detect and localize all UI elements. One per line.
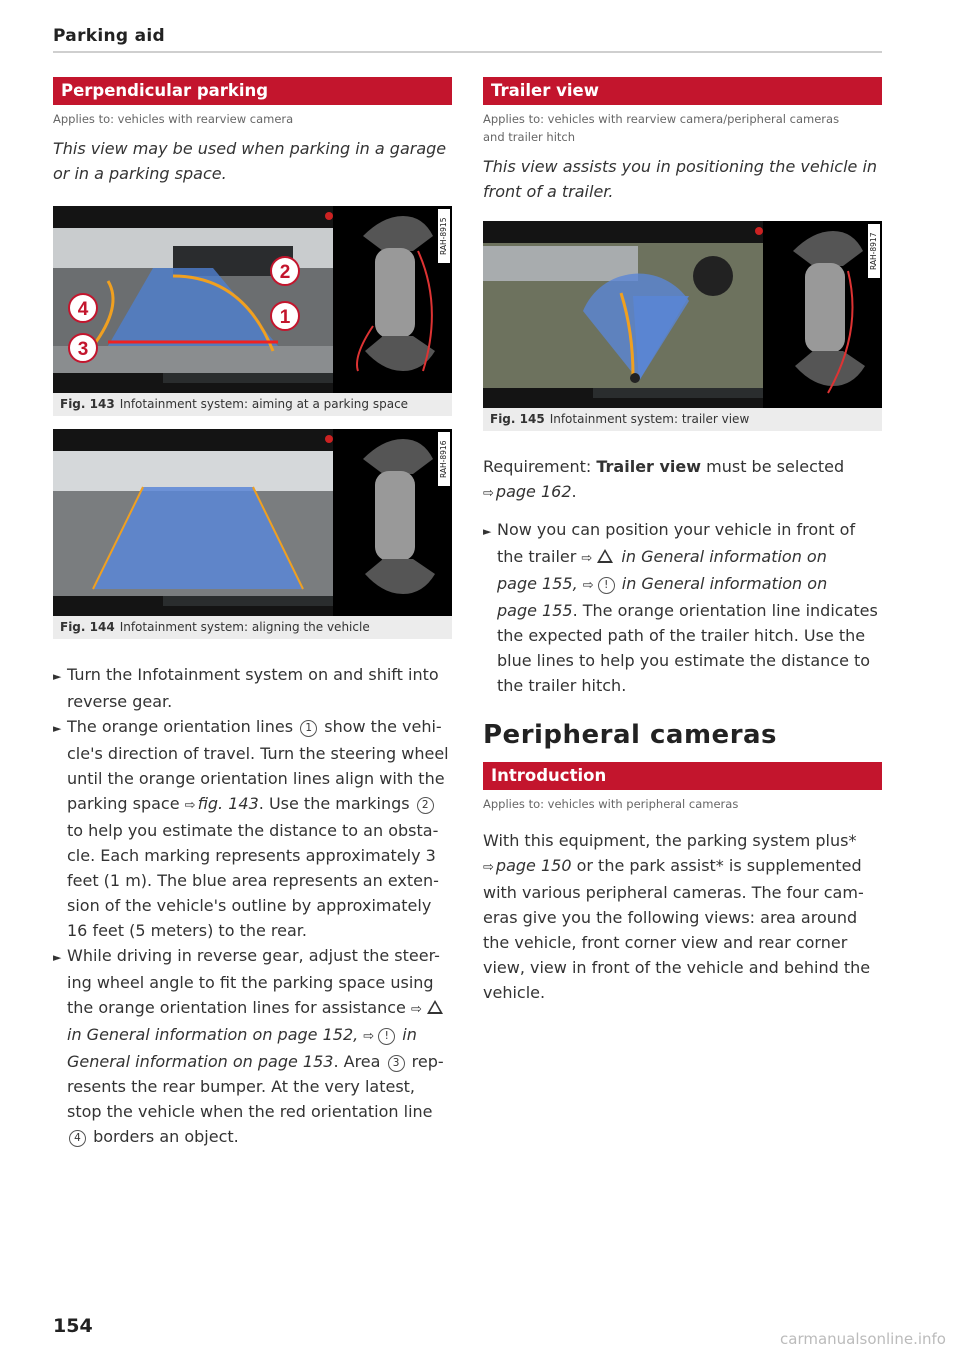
bullet-icon: ► (53, 951, 62, 964)
cross-reference-text: in General information on (616, 547, 827, 566)
reference-arrow-icon: ⇨ (184, 798, 196, 813)
requirement-text (483, 454, 882, 506)
callout-2 (271, 257, 299, 285)
text-run: With this equipment, the parking system plus* (483, 831, 857, 850)
camera-image-trailer (483, 221, 882, 408)
text-run: eras give you the following views: area around (483, 908, 858, 927)
watermark: carmanualsonline.info (780, 1330, 946, 1348)
cross-reference-text: page 155 (497, 601, 573, 620)
trailer-camera-illustration (483, 221, 882, 408)
text-run: Requirement: (483, 457, 597, 476)
text-run: . The orange orientation line indicates (572, 601, 878, 620)
running-header: Parking aid (53, 26, 165, 46)
instruction-step (53, 714, 452, 943)
svg-text:2: 2 (279, 262, 291, 283)
text-run: . Area (333, 1052, 386, 1071)
intro-text (53, 136, 452, 186)
text-run: show the vehi- (319, 717, 442, 736)
text-run: view, view in front of the vehicle and behind the (483, 958, 871, 977)
figure-144 (53, 429, 452, 639)
callout-number-icon: 1 (300, 720, 317, 737)
section-heading-trailer-view: Trailer view (483, 77, 882, 105)
callout-number-icon: 4 (69, 1130, 86, 1147)
callout-number-icon: 3 (388, 1055, 405, 1072)
text-run: to help you estimate the distance to an obsta- (67, 821, 439, 840)
text-run: until the orange orientation lines align with the (67, 769, 445, 788)
note-icon: ! (598, 577, 615, 594)
text-run: . Use the markings (258, 794, 415, 813)
sub-heading-introduction: Introduction (483, 762, 882, 790)
warning-triangle-icon (597, 549, 613, 563)
warning-triangle-icon (427, 1000, 443, 1014)
text-run: ing wheel angle to fit the parking space using (67, 973, 434, 992)
text-run: must be selected (701, 457, 845, 476)
figure-label: Fig. 145 (490, 412, 545, 426)
camera-image-parking-space (53, 206, 452, 393)
text-run: 16 feet (5 meters) to the rear. (67, 921, 307, 940)
bold-term: Trailer view (596, 457, 702, 476)
figure-caption (53, 393, 452, 416)
applies-to: Applies to: vehicles with peripheral cameras (483, 797, 739, 811)
figure-143 (53, 206, 452, 416)
text-run: reverse gear. (67, 692, 173, 711)
figure-caption (483, 408, 882, 431)
left-column (53, 77, 452, 1149)
text-run: vehicle. (483, 983, 546, 1002)
text-run: cle. Each marking represents approximately 3 (67, 846, 436, 865)
intro-line: or in a parking space. (53, 164, 227, 183)
callout-number-icon: 2 (417, 797, 434, 814)
header-divider (53, 51, 882, 53)
intro-line: front of a trailer. (483, 182, 614, 201)
reference-arrow-icon: ⇨ (363, 1029, 375, 1044)
bullet-icon: ► (53, 722, 62, 735)
reference-arrow-icon: ⇨ (581, 551, 593, 566)
intro-line: This view assists you in positioning the vehicle in (483, 157, 878, 176)
image-code: RAH-8915 (438, 209, 450, 263)
applies-line: and trailer hitch (483, 130, 576, 144)
callout-4 (69, 294, 97, 322)
cross-reference-text: General information on page 153 (67, 1052, 334, 1071)
figure-caption (53, 616, 452, 639)
reference-arrow-icon: ⇨ (483, 486, 494, 501)
cross-reference-text: in General information on page 152, (67, 1025, 364, 1044)
text-run: rep- (406, 1052, 444, 1071)
text-run: resents the rear bumper. At the very latest, (67, 1077, 416, 1096)
text-run: the trailer hitch. (497, 676, 627, 695)
figure-label: Fig. 144 (60, 620, 115, 634)
caption-text: Infotainment system: aiming at a parking space (119, 397, 409, 411)
cross-reference-text: page 150 (495, 856, 572, 875)
page-number: 154 (53, 1315, 93, 1337)
callout-1 (271, 302, 299, 330)
text-run: the orange orientation lines for assistance (67, 998, 411, 1017)
intro-line: This view may be used when parking in a garage (53, 139, 447, 158)
caption-text: Infotainment system: trailer view (549, 412, 750, 426)
figure-label: Fig. 143 (60, 397, 115, 411)
body-text (483, 828, 882, 1005)
cross-reference-text: page 162 (495, 482, 572, 501)
figure-145 (483, 221, 882, 431)
instruction-step (53, 662, 452, 714)
text-run: parking space (67, 794, 185, 813)
text-run: While driving in reverse gear, adjust the steer- (67, 946, 440, 965)
svg-text:1: 1 (279, 307, 291, 328)
rearview-camera-illustration (53, 429, 452, 616)
instruction-step (483, 517, 882, 698)
applies-line: Applies to: vehicles with rearview camera/peripheral cameras (483, 112, 840, 126)
applies-to (483, 110, 882, 146)
section-title-peripheral-cameras: Peripheral cameras (483, 720, 778, 750)
cross-reference-text: in (397, 1025, 417, 1044)
intro-text (483, 154, 882, 204)
reference-arrow-icon: ⇨ (483, 860, 494, 875)
text-run: the trailer (497, 547, 582, 566)
text-run: . (571, 482, 577, 501)
callout-3 (69, 334, 97, 362)
reference-arrow-icon: ⇨ (582, 578, 594, 593)
text-run: Now you can position your vehicle in front of (497, 520, 856, 539)
svg-text:4: 4 (77, 299, 89, 320)
bullet-icon: ► (483, 525, 492, 538)
cross-reference-text: page 155, (497, 574, 583, 593)
text-run: the expected path of the trailer hitch. Use the (497, 626, 866, 645)
cross-reference-text: fig. 143 (197, 794, 259, 813)
camera-image-aligning (53, 429, 452, 616)
right-column (483, 77, 882, 1005)
image-code: RAH-8916 (438, 432, 450, 486)
text-run: feet (1 m). The blue area represents an exten- (67, 871, 439, 890)
applies-to: Applies to: vehicles with rearview camera (53, 112, 294, 126)
instruction-step (53, 943, 452, 1149)
text-run: Turn the Infotainment system on and shift into (67, 665, 439, 684)
svg-text:3: 3 (77, 339, 89, 360)
bullet-icon: ► (53, 670, 62, 683)
text-run: or the park assist* is supplemented (571, 856, 862, 875)
caption-text: Infotainment system: aligning the vehicle (119, 620, 370, 634)
section-heading-perpendicular-parking: Perpendicular parking (53, 77, 452, 105)
text-run: sion of the vehicle's outline by approximately (67, 896, 432, 915)
reference-arrow-icon: ⇨ (410, 1002, 422, 1017)
text-run: with various peripheral cameras. The four cam- (483, 883, 864, 902)
text-run: the vehicle, front corner view and rear corner (483, 933, 848, 952)
figure-callouts (53, 206, 452, 393)
text-run: blue lines to help you estimate the distance to (497, 651, 871, 670)
cross-reference-text: in General information on (616, 574, 828, 593)
text-run: borders an object. (88, 1127, 239, 1146)
text-run: stop the vehicle when the red orientation line (67, 1102, 433, 1121)
text-run: cle's direction of travel. Turn the steering wheel (67, 744, 449, 763)
text-run: The orange orientation lines (67, 717, 299, 736)
note-icon: ! (378, 1028, 395, 1045)
image-code: RAH-8917 (868, 224, 880, 278)
